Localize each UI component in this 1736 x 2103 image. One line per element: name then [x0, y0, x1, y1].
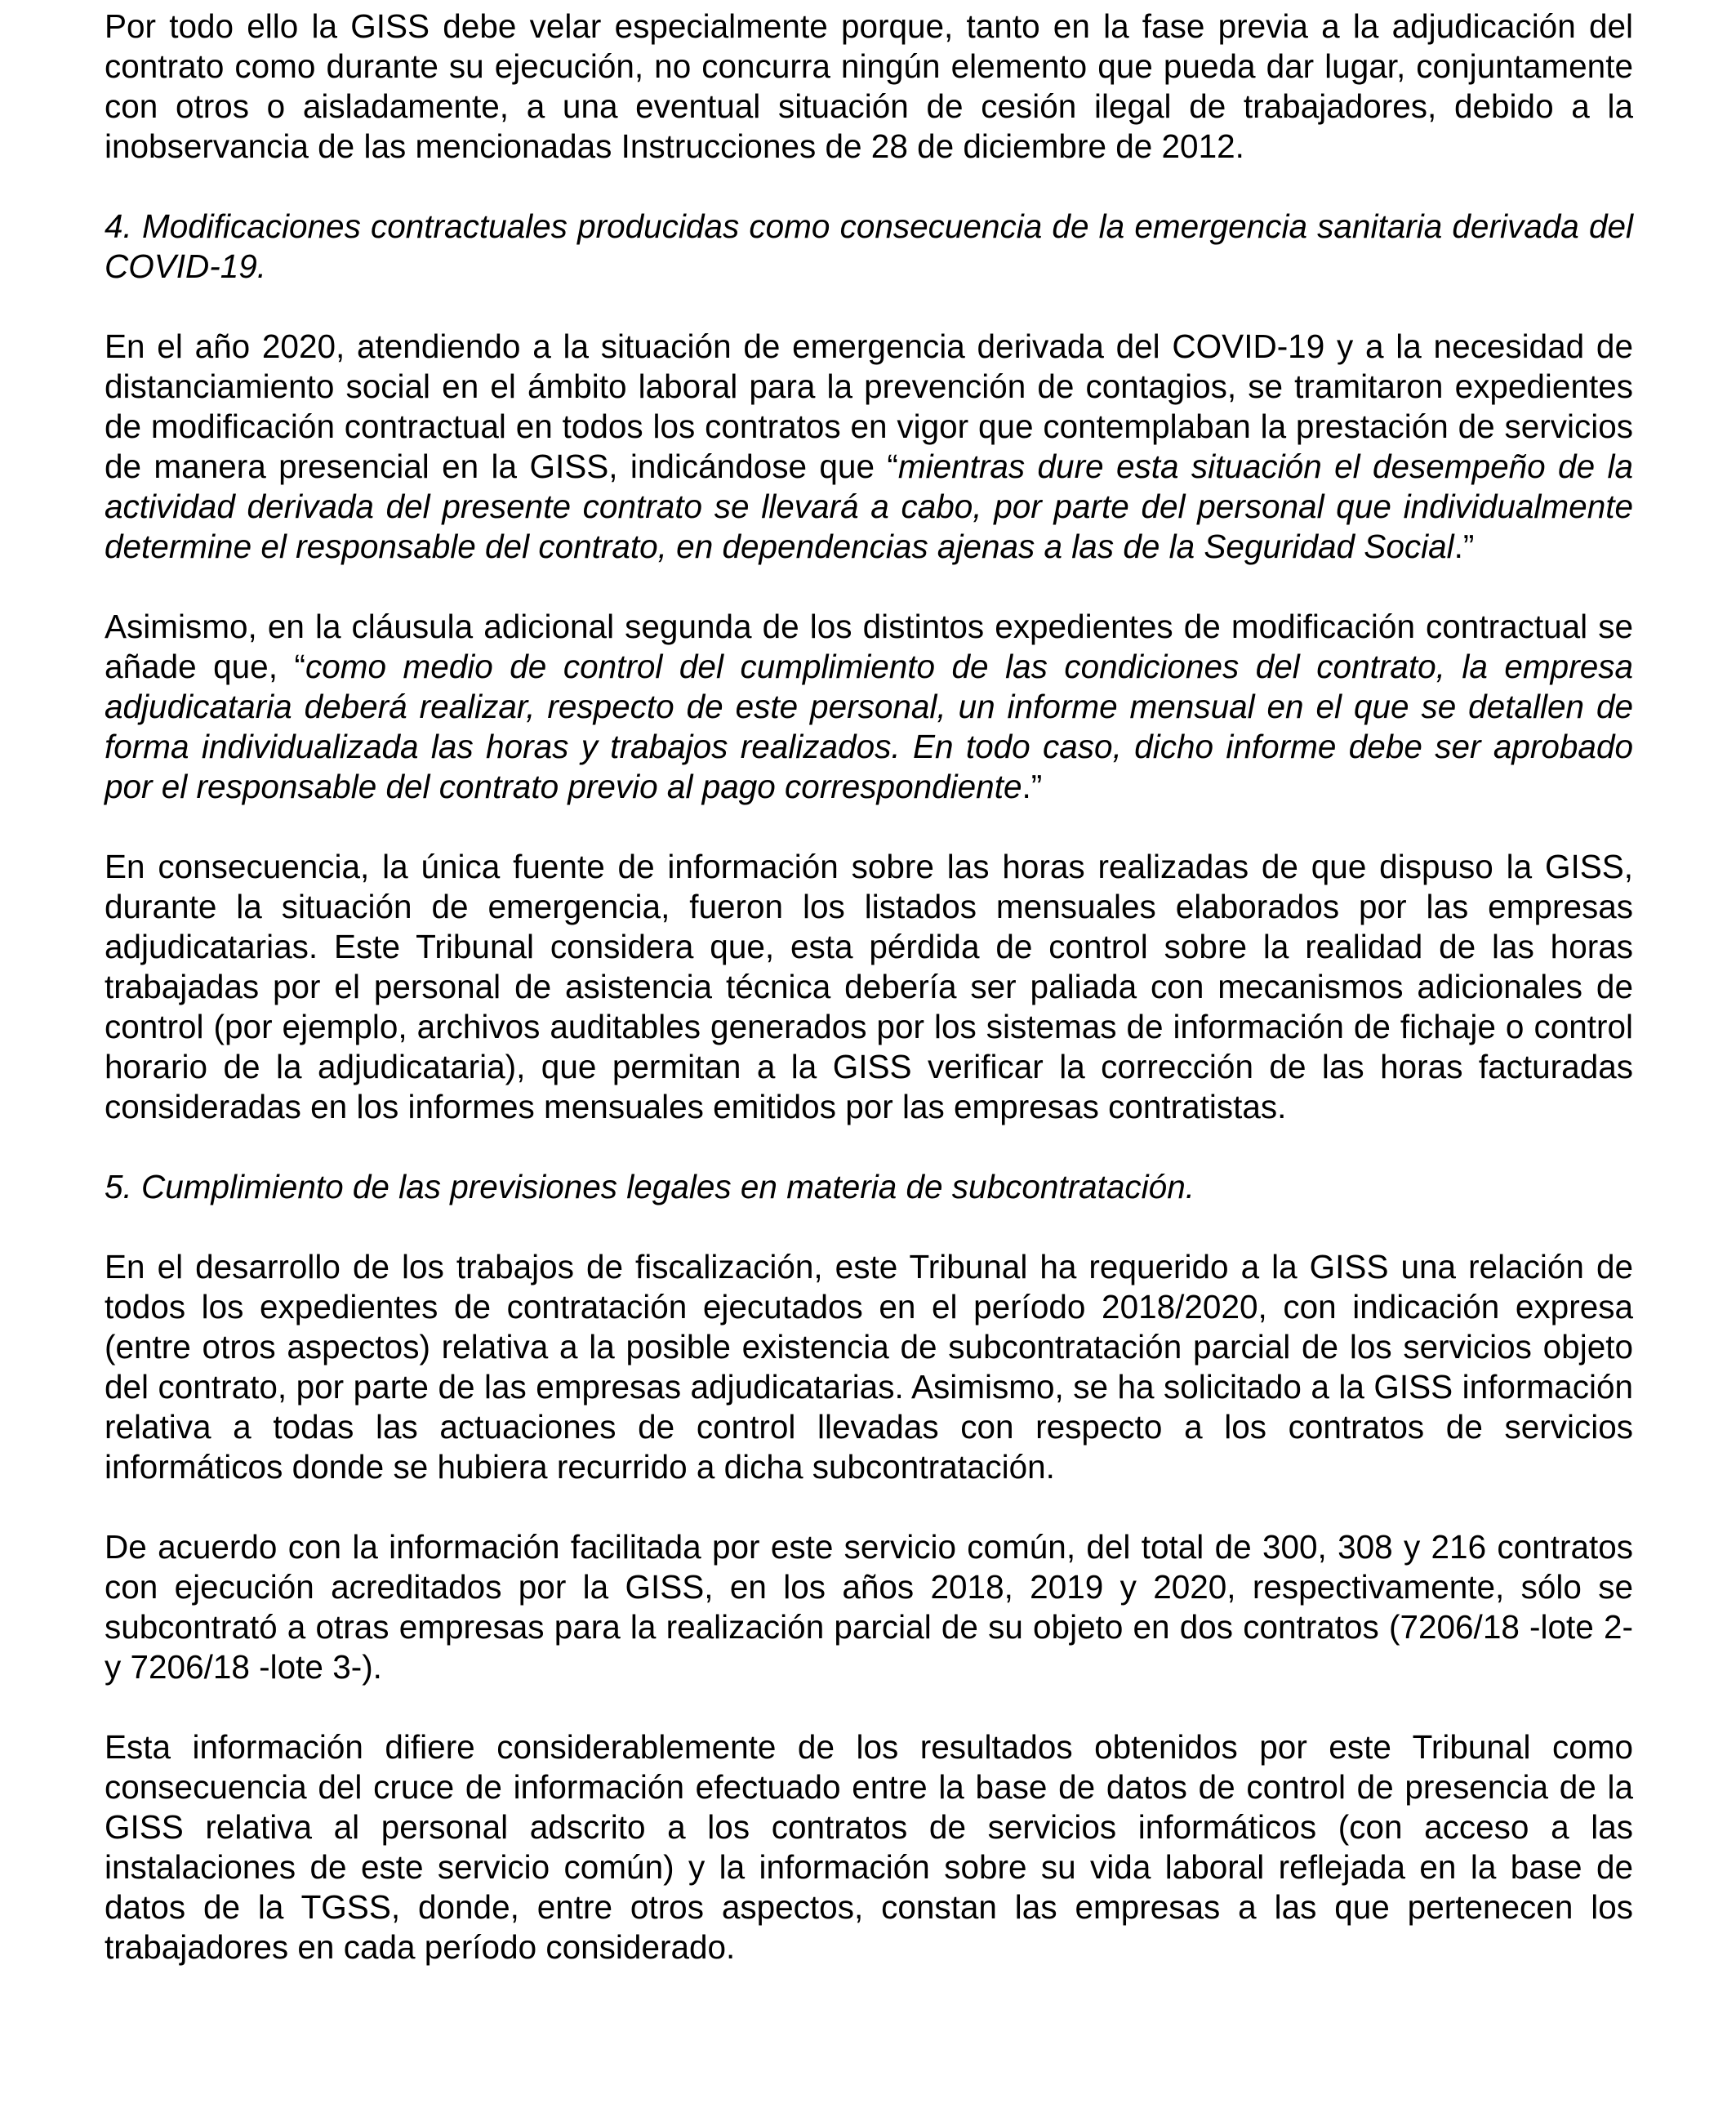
quoted-clause: mientras dure esta situación el desempeño de la actividad derivada del presente contrato se llevará a cabo, por parte del personal que individualmente determine el responsable del contrato, en dependencias ajenas a las de la Seguridad Social	[105, 448, 1633, 565]
paragraph-subcontratacion: De acuerdo con la información facilitada por este servicio común, del total de 300, 308 y 216 contratos con ejecución acreditados por la GISS, en los años 2018, 2019 y 2020, respectivamente, sólo se subcontrató a otras empresas para la realización parcial de su objeto en dos contratos (7206/18 -lote 2- y 7206/18 -lote 3-).	[105, 1528, 1633, 1686]
paragraph-text: .”	[1022, 768, 1043, 805]
document-page	[105, 7, 1633, 1967]
paragraph-text: En el año 2020, atendiendo a la situación de emergencia derivada del COVID-19 y a la necesidad de distanciamiento social en el ámbito laboral para la prevención de contagios, se tramitaron expedientes de modificación contractual en todos los contratos en vigor que contemplaban la prestación de servicios de manera presencial en la GISS, indicándose que “	[105, 327, 1633, 485]
quoted-clause: como medio de control del cumplimiento de las condiciones del contrato, la empresa adjudicataria deberá realizar, respecto de este personal, un informe mensual en el que se detallen de forma individualizada las horas y trabajos realizados. En todo caso, dicho informe debe ser aprobado por el responsable del contrato previo al pago correspondiente	[105, 648, 1633, 805]
paragraph-cruce-informacion: Esta información difiere considerablemente de los resultados obtenidos por este Tribunal como consecuencia del cruce de información efectuado entre la base de datos de control de presencia de la GISS relativa al personal adscrito a los contratos de servicios informáticos (con acceso a las instalaciones de este servicio común) y la información sobre su vida laboral reflejada en la base de datos de la TGSS, donde, entre otros aspectos, constan las empresas a las que pertenecen los trabajadores en cada período considerado.	[105, 1728, 1633, 1966]
paragraph-instrucciones: Por todo ello la GISS debe velar especialmente porque, tanto en la fase previa a la adjudicación del contrato como durante su ejecución, no concurra ningún elemento que pueda dar lugar, conjuntamente con otros o aisladamente, a una eventual situación de cesión ilegal de trabajadores, debido a la inobservancia de las mencionadas Instrucciones de 28 de diciembre de 2012.	[105, 7, 1633, 165]
paragraph-clausula-adicional	[105, 607, 1633, 807]
section-heading-5: 5. Cumplimiento de las previsiones legales en materia de subcontratación.	[105, 1168, 1195, 1205]
paragraph-covid-modificacion	[105, 327, 1633, 567]
paragraph-requerimiento: En el desarrollo de los trabajos de fiscalización, este Tribunal ha requerido a la GISS una relación de todos los expedientes de contratación ejecutados en el período 2018/2020, con indicación expresa (entre otros aspectos) relativa a la posible existencia de subcontratación parcial de los servicios objeto del contrato, por parte de las empresas adjudicatarias. Asimismo, se ha solicitado a la GISS información relativa a todas las actuaciones de control llevadas con respecto a los contratos de servicios informáticos donde se hubiera recurrido a dicha subcontratación.	[105, 1248, 1633, 1486]
paragraph-control-horas: En consecuencia, la única fuente de información sobre las horas realizadas de que dispuso la GISS, durante la situación de emergencia, fueron los listados mensuales elaborados por las empresas adjudicatarias. Este Tribunal considera que, esta pérdida de control sobre la realidad de las horas trabajadas por el personal de asistencia técnica debería ser paliada con mecanismos adicionales de control (por ejemplo, archivos auditables generados por los sistemas de información de fichaje o control horario de la adjudicataria), que permitan a la GISS verificar la corrección de las horas facturadas consideradas en los informes mensuales emitidos por las empresas contratistas.	[105, 848, 1633, 1125]
paragraph-text: Asimismo, en la cláusula adicional segunda de los distintos expedientes de modificación contractual se añade que, “	[105, 608, 1633, 685]
paragraph-text: .”	[1453, 528, 1475, 565]
section-heading-4: 4. Modificaciones contractuales producidas como consecuencia de la emergencia sanitaria derivada del COVID-19.	[105, 207, 1633, 285]
